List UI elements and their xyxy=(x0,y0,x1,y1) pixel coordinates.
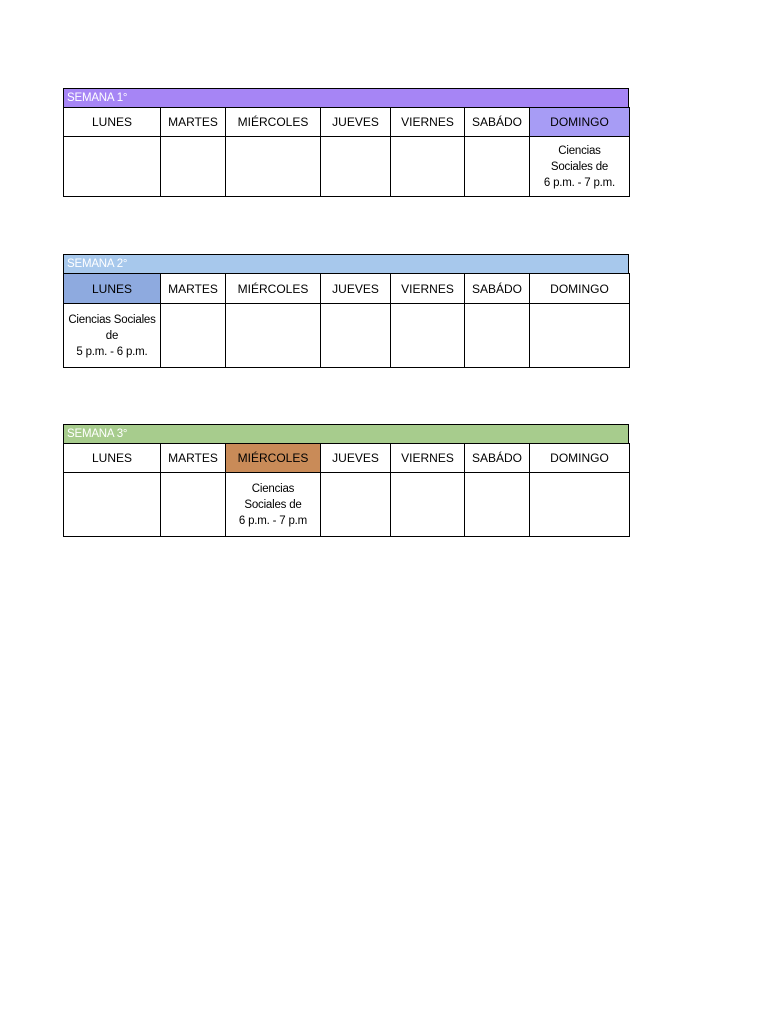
day-header-row xyxy=(64,274,630,304)
schedule-cell-martes xyxy=(161,137,226,197)
day-header-sabado: SABÁDO xyxy=(465,108,530,137)
day-header-jueves: JUEVES xyxy=(321,274,391,304)
week-2-schedule xyxy=(63,254,629,368)
day-header-miercoles: MIÉRCOLES xyxy=(226,444,321,473)
week-1-schedule xyxy=(63,88,629,197)
day-header-lunes: LUNES xyxy=(64,274,161,304)
schedule-cell-lunes xyxy=(64,304,161,368)
schedule-cell-domingo xyxy=(530,137,630,197)
schedule-cell-martes xyxy=(161,304,226,368)
day-header-viernes: VIERNES xyxy=(391,274,465,304)
schedule-row xyxy=(64,473,630,537)
week-title: SEMANA 3° xyxy=(63,424,629,443)
class-note: Ciencias Sociales de 6 p.m. - 7 p.m xyxy=(238,482,308,527)
day-header-lunes: LUNES xyxy=(64,444,161,473)
day-header-domingo: DOMINGO xyxy=(530,274,630,304)
day-header-miercoles: MIÉRCOLES xyxy=(226,108,321,137)
schedule-cell-martes xyxy=(161,473,226,537)
schedule-cell-sabado xyxy=(465,304,530,368)
schedule-cell-sabado xyxy=(465,473,530,537)
schedule-cell-lunes xyxy=(64,473,161,537)
day-header-viernes: VIERNES xyxy=(391,108,465,137)
schedule-cell-sabado xyxy=(465,137,530,197)
day-header-miercoles: MIÉRCOLES xyxy=(226,274,321,304)
schedule-cell-lunes xyxy=(64,137,161,197)
day-header-domingo: DOMINGO xyxy=(530,108,630,137)
schedule-row xyxy=(64,137,630,197)
class-note: Ciencias Sociales de 5 p.m. - 6 p.m. xyxy=(68,313,156,358)
class-note: Ciencias Sociales de 6 p.m. - 7 p.m. xyxy=(543,144,616,189)
schedule-cell-jueves xyxy=(321,304,391,368)
schedule-cell-viernes xyxy=(391,304,465,368)
day-header-viernes: VIERNES xyxy=(391,444,465,473)
day-header-row xyxy=(64,108,630,137)
schedule-cell-miercoles xyxy=(226,137,321,197)
schedule-row xyxy=(64,304,630,368)
day-header-sabado: SABÁDO xyxy=(465,444,530,473)
schedule-cell-domingo xyxy=(530,473,630,537)
day-header-martes: MARTES xyxy=(161,274,226,304)
day-header-lunes: LUNES xyxy=(64,108,161,137)
day-header-sabado: SABÁDO xyxy=(465,274,530,304)
day-header-jueves: JUEVES xyxy=(321,444,391,473)
week-title: SEMANA 2° xyxy=(63,254,629,273)
week-3-schedule xyxy=(63,424,629,537)
day-header-martes: MARTES xyxy=(161,108,226,137)
schedule-table xyxy=(63,107,630,197)
week-title: SEMANA 1° xyxy=(63,88,629,107)
schedule-cell-miercoles xyxy=(226,304,321,368)
schedule-table xyxy=(63,273,630,368)
schedule-cell-jueves xyxy=(321,137,391,197)
schedule-cell-miercoles xyxy=(226,473,321,537)
schedule-cell-viernes xyxy=(391,137,465,197)
day-header-domingo: DOMINGO xyxy=(530,444,630,473)
schedule-cell-viernes xyxy=(391,473,465,537)
schedule-cell-jueves xyxy=(321,473,391,537)
day-header-jueves: JUEVES xyxy=(321,108,391,137)
day-header-martes: MARTES xyxy=(161,444,226,473)
day-header-row xyxy=(64,444,630,473)
schedule-cell-domingo xyxy=(530,304,630,368)
schedule-table xyxy=(63,443,630,537)
